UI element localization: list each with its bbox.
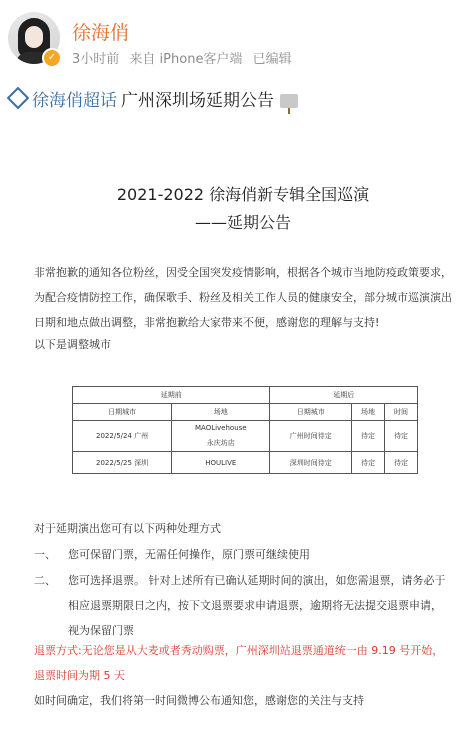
supertopic-link[interactable] — [6, 91, 117, 111]
post-meta — [72, 48, 298, 67]
cell-new-venue: 待定 — [352, 452, 385, 474]
option-number: 二、 — [34, 574, 56, 587]
col-new-venue: 场地 — [352, 404, 385, 421]
post-header — [0, 0, 474, 80]
author-name[interactable]: 徐海俏 — [72, 22, 130, 44]
verified-badge-icon: ✓ — [42, 48, 62, 68]
cell-new-date-city: 广州时间待定 — [270, 421, 352, 452]
post-title — [6, 86, 298, 111]
cell-new-time: 待定 — [384, 452, 417, 474]
option-item — [34, 568, 454, 643]
supertopic-label: 徐海俏超话 — [32, 91, 117, 111]
cell-date-city: 2022/5/24 广州 — [73, 421, 172, 452]
cell-new-date-city: 深圳时间待定 — [270, 452, 352, 474]
avatar-face — [25, 26, 43, 48]
col-new-date-city: 日期城市 — [270, 404, 352, 421]
signboard-icon — [280, 94, 298, 108]
announcement-image[interactable] — [28, 124, 458, 714]
options-intro: 对于延期演出您可有以下两种处理方式 — [34, 522, 221, 535]
option-number: 一、 — [34, 548, 56, 561]
closing-paragraph: 如时间确定，我们将第一时间微博公布通知您，感谢您的关注与支持 — [34, 694, 364, 707]
doc-title-line1: 2021-2022 徐海俏新专辑全国巡演 — [116, 185, 370, 204]
refund-notice: 退票方式:无论您是从大麦或者秀动购票，广州深圳站退票通道统一由 9.19 号开始，退票时间为期 5 天 — [34, 644, 444, 682]
list-intro: 以下是调整城市 — [34, 338, 111, 351]
option-item — [34, 542, 454, 567]
group-after: 延期后 — [270, 387, 418, 404]
cell-new-venue: 待定 — [352, 421, 385, 452]
city-table — [72, 386, 418, 474]
table-header-row — [73, 404, 418, 421]
edited-label[interactable]: 已编辑 — [252, 52, 292, 67]
supertopic-diamond-icon — [7, 87, 30, 110]
cell-venue: HOULIVE — [172, 452, 270, 474]
option-text: 您可保留门票，无需任何操作，原门票可继续使用 — [68, 548, 310, 561]
cell-date-city: 2022/5/25 深圳 — [73, 452, 172, 474]
table-row — [73, 421, 418, 452]
group-before: 延期前 — [73, 387, 270, 404]
col-new-time: 时间 — [384, 404, 417, 421]
venue-line2: 永庆坊店 — [206, 439, 235, 447]
venue-line1: MAOLivehouse — [194, 424, 247, 432]
post-source: 来自 iPhone客户端 — [129, 52, 243, 67]
doc-title-line2: ——延期公告 — [194, 213, 291, 232]
intro-paragraph: 非常抱歉的通知各位粉丝，因受全国突发疫情影响，根据各个城市当地防疫政策要求，为配合疫情防控工作，确保歌手、粉丝及相关工作人员的健康安全，部分城市巡演演出日期和地点做出调整，非常抱歉给大家带来不便，感谢您的理解与支持! — [34, 266, 452, 329]
cell-venue — [172, 421, 270, 452]
post-time: 3小时前 — [72, 52, 120, 67]
option-text: 您可选择退票。 针对上述所有已确认延期时间的演出，如您需退票，请务必于相应退票期限日之内，按下文退票要求申请退票，逾期将无法提交退票申请，视为保留门票 — [68, 574, 446, 637]
post-title-text: 广州深圳场延期公告 — [121, 91, 274, 111]
col-venue: 场地 — [172, 404, 270, 421]
table-row — [73, 452, 418, 474]
table-group-row — [73, 387, 418, 404]
col-date-city: 日期城市 — [73, 404, 172, 421]
cell-new-time: 待定 — [384, 421, 417, 452]
